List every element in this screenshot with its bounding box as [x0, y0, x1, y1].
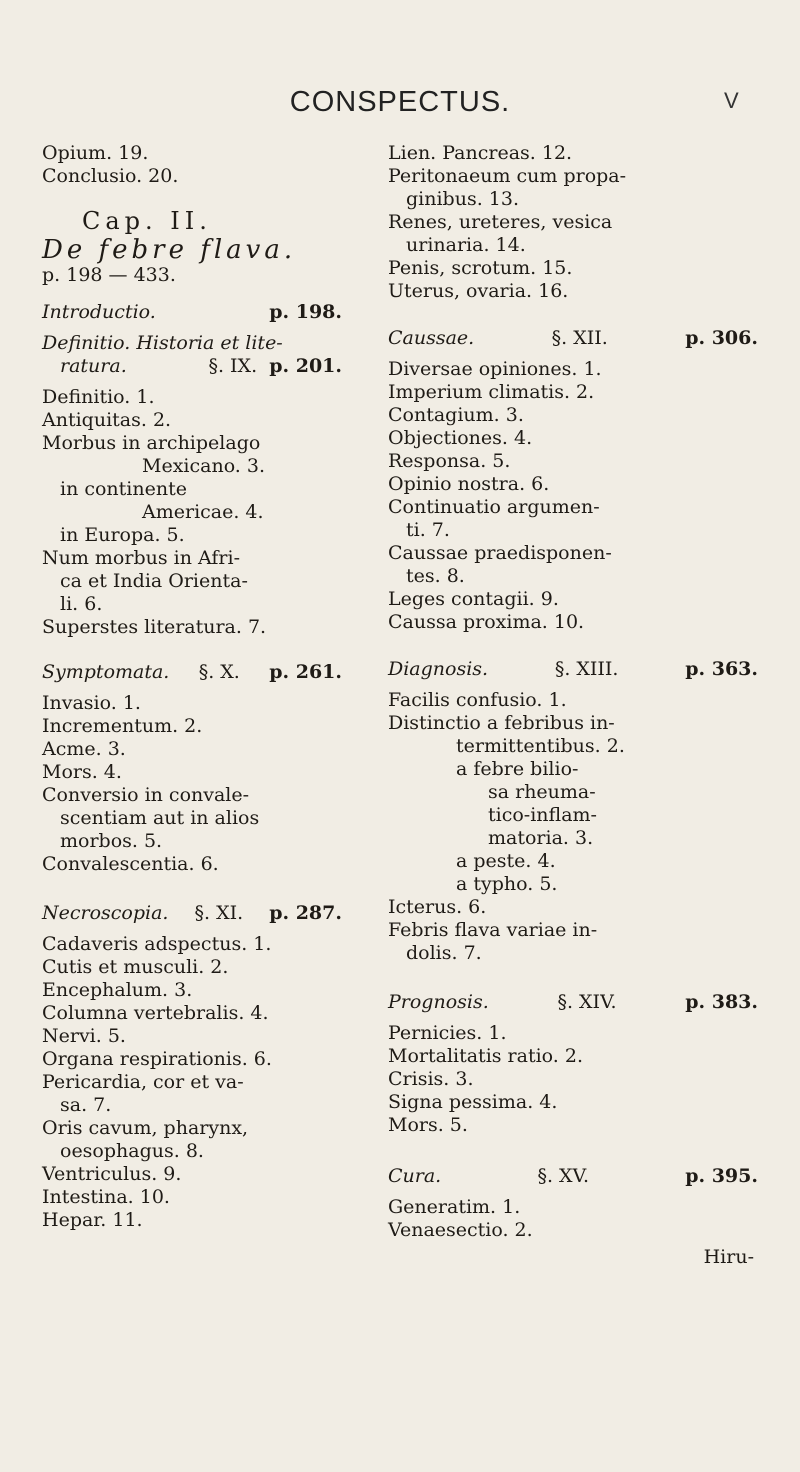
- section-heading-definitio: [42, 332, 342, 378]
- toc-item: Generatim. 1.: [388, 1196, 521, 1218]
- chapter-label: Cap. II.: [82, 207, 212, 235]
- section-title-cont: [42, 355, 342, 378]
- section-title: ratura.: [60, 355, 127, 377]
- toc-item: ti. 7.: [406, 519, 450, 541]
- section-page: p. 306.: [685, 327, 758, 349]
- toc-item: Leges contagii. 9.: [388, 588, 559, 610]
- toc-item: matoria. 3.: [488, 827, 594, 849]
- section-number: §. XI.: [194, 902, 244, 924]
- toc-item: Peritonaeum cum propa-: [388, 165, 627, 187]
- toc-item: a peste. 4.: [456, 850, 556, 872]
- toc-item: ginibus. 13.: [406, 188, 519, 210]
- section-title: Prognosis.: [388, 991, 489, 1013]
- toc-item: Antiquitas. 2.: [42, 409, 172, 431]
- section-number: §. IX.: [208, 355, 258, 377]
- section-heading-symptomata: [42, 661, 342, 684]
- toc-item: Hepar. 11.: [42, 1209, 143, 1231]
- toc-item: a typho. 5.: [456, 873, 558, 895]
- toc-item: Nervi. 5.: [42, 1025, 126, 1047]
- toc-item: Organa respirationis. 6.: [42, 1048, 272, 1070]
- toc-item: Distinctio a febribus in-: [388, 712, 615, 734]
- section-number: §. XV.: [537, 1165, 589, 1187]
- right-column: [388, 142, 758, 1269]
- section-heading-prognosis: [388, 991, 758, 1014]
- toc-item: Mors. 4.: [42, 761, 122, 783]
- left-column: [42, 142, 342, 1232]
- section-heading-necroscopia: [42, 902, 342, 925]
- toc-item: Cutis et musculi. 2.: [42, 956, 229, 978]
- toc-item: Conversio in convale-: [42, 784, 250, 806]
- section-heading-caussae: [388, 327, 758, 350]
- toc-item: Convalescentia. 6.: [42, 853, 219, 875]
- toc-item: dolis. 7.: [406, 942, 482, 964]
- chapter-title: De febre flava.: [42, 235, 297, 265]
- toc-item: morbos. 5.: [60, 830, 163, 852]
- toc-item: Responsa. 5.: [388, 450, 511, 472]
- toc-item: Pericardia, cor et va-: [42, 1071, 244, 1093]
- toc-entry: Conclusio. 20.: [42, 165, 179, 187]
- toc-item: Americae. 4.: [142, 501, 264, 523]
- toc-item: Ventriculus. 9.: [42, 1163, 182, 1185]
- toc-item: ca et India Orienta-: [60, 570, 248, 592]
- toc-item: Pernicies. 1.: [388, 1022, 507, 1044]
- section-page: p. 395.: [685, 1165, 758, 1187]
- toc-item: sa rheuma-: [488, 781, 596, 803]
- toc-item: Continuatio argumen-: [388, 496, 600, 518]
- toc-item: Invasio. 1.: [42, 692, 141, 714]
- toc-item: tico-inflam-: [488, 804, 597, 826]
- toc-item: urinaria. 14.: [406, 234, 526, 256]
- section-heading-diagnosis: [388, 658, 758, 681]
- toc-item: Mexicano. 3.: [142, 455, 266, 477]
- toc-item: Contagium. 3.: [388, 404, 524, 426]
- section-heading-introductio: [42, 301, 342, 324]
- section-title: Definitio. Historia et lite-: [42, 332, 283, 354]
- toc-item: Caussae praedisponen-: [388, 542, 612, 564]
- toc-item: Penis, scrotum. 15.: [388, 257, 573, 279]
- toc-item: Icterus. 6.: [388, 896, 487, 918]
- toc-item: Cadaveris adspectus. 1.: [42, 933, 272, 955]
- toc-item: Oris cavum, pharynx,: [42, 1117, 249, 1139]
- toc-item: Signa pessima. 4.: [388, 1091, 558, 1113]
- section-number: §. X.: [198, 661, 240, 683]
- toc-item: Uterus, ovaria. 16.: [388, 280, 569, 302]
- toc-item: in Europa. 5.: [60, 524, 185, 546]
- section-page: p. 201.: [269, 355, 342, 377]
- toc-item: Mortalitatis ratio. 2.: [388, 1045, 583, 1067]
- toc-item: Caussa proxima. 10.: [388, 611, 585, 633]
- section-page: p. 287.: [269, 902, 342, 924]
- section-heading-cura: [388, 1165, 758, 1188]
- section-page: p. 198.: [269, 301, 342, 323]
- toc-item: a febre bilio-: [456, 758, 579, 780]
- section-number: §. XII.: [551, 327, 608, 349]
- toc-item: Mors. 5.: [388, 1114, 468, 1136]
- toc-item: tes. 8.: [406, 565, 465, 587]
- catchword: Hiru-: [703, 1246, 754, 1268]
- section-title: Caussae.: [388, 327, 475, 349]
- toc-item: li. 6.: [60, 593, 103, 615]
- running-head: CONSPECTUS.: [289, 86, 511, 118]
- toc-item: in continente: [60, 478, 187, 500]
- toc-item: termittentibus. 2.: [456, 735, 625, 757]
- toc-item: Encephalum. 3.: [42, 979, 193, 1001]
- toc-item: Num morbus in Afri-: [42, 547, 240, 569]
- section-number: §. XIII.: [554, 658, 619, 680]
- chapter-pages: p. 198 — 433.: [42, 264, 176, 286]
- toc-item: Renes, ureteres, vesica: [388, 211, 613, 233]
- toc-item: sa. 7.: [60, 1094, 112, 1116]
- section-title: Introductio.: [42, 301, 156, 323]
- toc-item: Intestina. 10.: [42, 1186, 170, 1208]
- toc-item: scentiam aut in alios: [60, 807, 260, 829]
- toc-item: Acme. 3.: [42, 738, 126, 760]
- toc-item: Incrementum. 2.: [42, 715, 203, 737]
- section-title: Necroscopia.: [42, 902, 169, 924]
- section-title: Diagnosis.: [388, 658, 489, 680]
- toc-item: Morbus in archipelago: [42, 432, 261, 454]
- section-page: p. 383.: [685, 991, 758, 1013]
- toc-item: Venaesectio. 2.: [388, 1219, 533, 1241]
- toc-item: Febris flava variae in-: [388, 919, 598, 941]
- section-page: p. 261.: [269, 661, 342, 683]
- page-number: V: [724, 88, 739, 113]
- toc-item: oesophagus. 8.: [60, 1140, 204, 1162]
- toc-item: Columna vertebralis. 4.: [42, 1002, 269, 1024]
- toc-item: Opinio nostra. 6.: [388, 473, 550, 495]
- toc-entry: Opium. 19.: [42, 142, 149, 164]
- toc-item: Objectiones. 4.: [388, 427, 533, 449]
- toc-item: Imperium climatis. 2.: [388, 381, 595, 403]
- toc-item: Superstes literatura. 7.: [42, 616, 267, 638]
- section-title: Cura.: [388, 1165, 442, 1187]
- toc-item: Crisis. 3.: [388, 1068, 474, 1090]
- section-page: p. 363.: [685, 658, 758, 680]
- toc-item: Facilis confusio. 1.: [388, 689, 567, 711]
- section-title: Symptomata.: [42, 661, 170, 683]
- section-number: §. XIV.: [557, 991, 617, 1013]
- toc-item: Diversae opiniones. 1.: [388, 358, 602, 380]
- toc-item: Lien. Pancreas. 12.: [388, 142, 573, 164]
- toc-item: Definitio. 1.: [42, 386, 155, 408]
